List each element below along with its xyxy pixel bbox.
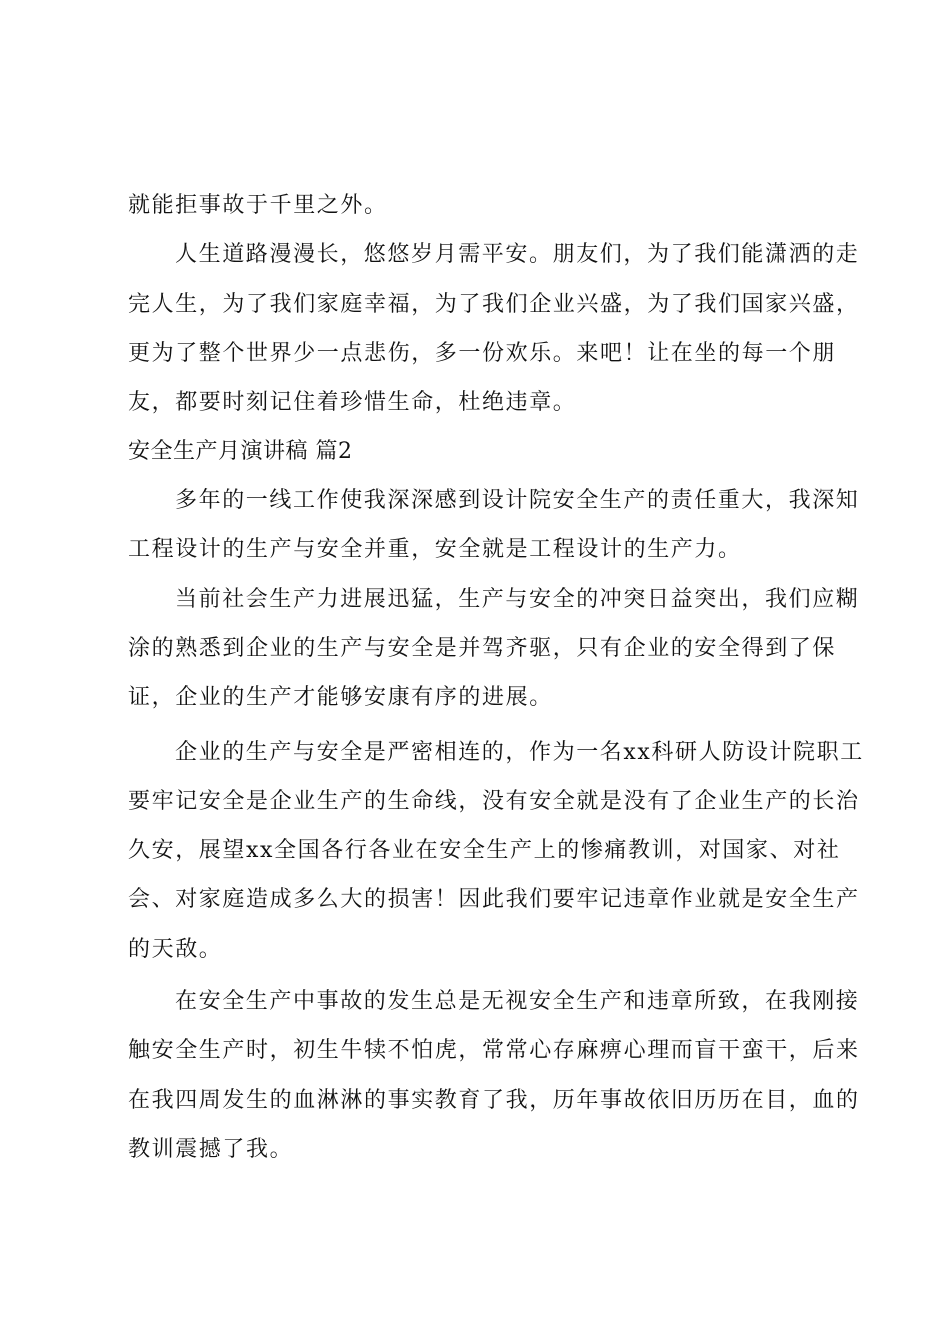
text-line: 久安，展望xx全国各行各业在安全生产上的惨痛教训，对国家、对社 (128, 838, 841, 863)
text-line: 要牢记安全是企业生产的生命线，没有安全就是没有了企业生产的长治 (128, 789, 860, 814)
section-heading: 安全生产月演讲稿 篇2 (128, 439, 353, 464)
text-line: 就能拒事故于千里之外。 (128, 193, 388, 218)
text-line: 在安全生产中事故的发生总是无视安全生产和违章所致，在我刚接 (175, 989, 860, 1014)
text-line: 友，都要时刻记住着珍惜生命，杜绝违章。 (128, 390, 577, 415)
text-line: 多年的一线工作使我深深感到设计院安全生产的责任重大，我深知 (175, 488, 860, 513)
text-line: 工程设计的生产与安全并重，安全就是工程设计的生产力。 (128, 537, 742, 562)
text-line: 涂的熟悉到企业的生产与安全是并驾齐驱，只有企业的安全得到了保 (128, 636, 837, 661)
text-line: 的天敌。 (128, 937, 223, 962)
text-line: 会、对家庭造成多么大的损害！因此我们要牢记违章作业就是安全生产 (128, 887, 860, 912)
text-line: 证，企业的生产才能够安康有序的进展。 (128, 685, 553, 710)
text-line: 完人生，为了我们家庭幸福，为了我们企业兴盛，为了我们国家兴盛， (128, 292, 860, 317)
text-line: 教训震撼了我。 (128, 1137, 294, 1162)
text-line: 触安全生产时，初生牛犊不怕虎，常常心存麻痹心理而盲干蛮干，后来 (128, 1038, 860, 1063)
text-line: 更为了整个世界少一点悲伤，多一份欢乐。来吧！让在坐的每一个朋 (128, 341, 837, 366)
text-line: 人生道路漫漫长，悠悠岁月需平安。朋友们，为了我们能潇洒的走 (175, 242, 860, 267)
text-line: 在我四周发生的血淋淋的事实教育了我，历年事故依旧历历在目，血的 (128, 1088, 860, 1113)
text-line: 当前社会生产力进展迅猛，生产与安全的冲突日益突出，我们应糊 (175, 587, 860, 612)
text-line: 企业的生产与安全是严密相连的，作为一名xx科研人防设计院职工 (175, 740, 864, 765)
